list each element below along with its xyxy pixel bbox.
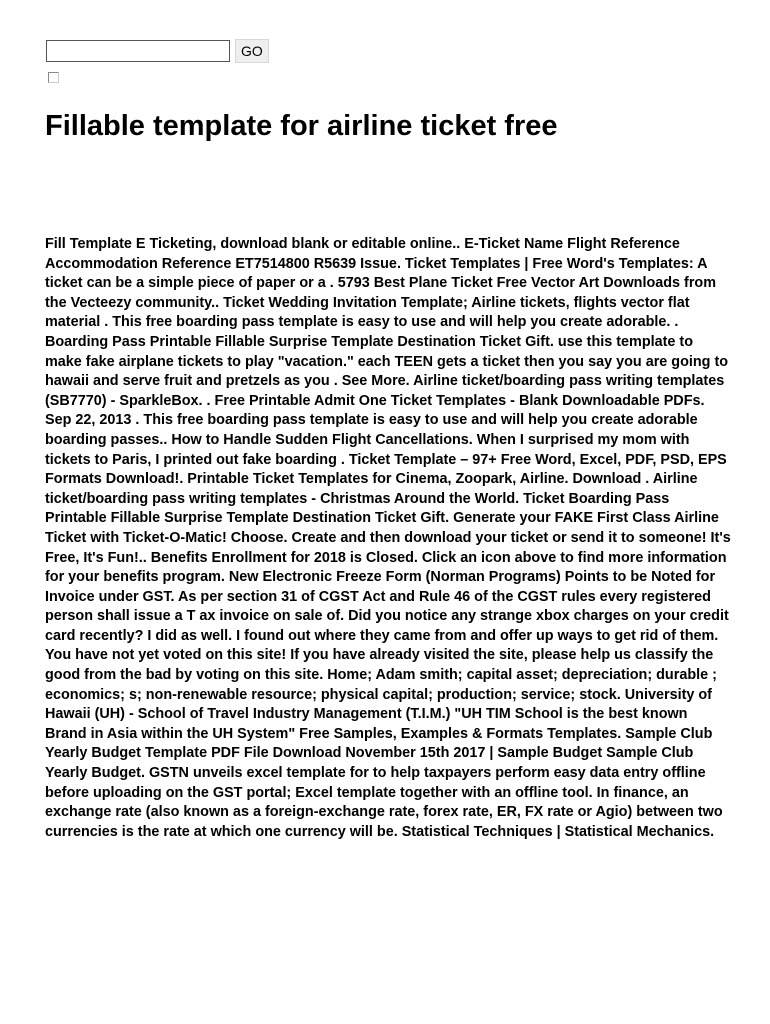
go-button[interactable]: GO [235, 39, 269, 63]
search-input[interactable] [46, 40, 230, 62]
checkbox[interactable] [48, 72, 59, 83]
article-body-text: Fill Template E Ticketing, download blank or editable online.. E-Ticket Name Flight Reference Accommodation Reference ET7514800 R5639 Issue. Ticket Templates | Free Word's Templates: A ticket can be a simple piece of paper or a . 5793 Best Plane Ticket Free Vector Art Downloads from the Vecteezy community.. Ticket Wedding Invitation Template; Airline tickets, flights vector flat material . This free boarding pass template is easy to use and will help you create adorable. . Boarding Pass Printable Fillable Surprise Template Destination Ticket Gift. use this template to make fake airplane tickets to play "vacation." each TEEN gets a ticket then you say you are going to hawaii and serve fruit and pretzels as you . See More. Airline ticket/boarding pass writing templates (SB7770) - SparkleBox. . Free Printable Admit One Ticket Templates - Blank Downloadable PDFs. Sep 22, 2013 . This free boarding pass template is easy to use and will help you create adorable boarding passes.. How to Handle Sudden Flight Cancellations. When I surprised my mom with tickets to Paris, I printed out fake boarding . Ticket Template – 97+ Free Word, Excel, PDF, PSD, EPS Formats Download!. Printable Ticket Templates for Cinema, Zoopark, Airline. Download . Airline ticket/boarding pass writing templates - Christmas Around the World. Ticket Boarding Pass Printable Fillable Surprise Template Destination Ticket Gift. Generate your FAKE First Class Airline Ticket with Ticket-O-Matic! Choose. Create and then download your ticket or send it to someone! It's Free, It's Fun!.. Benefits Enrollment for 2018 is Closed. Click an icon above to find more information for your benefits program. New Electronic Freeze Form (Norman Programs) Points to be Noted for Invoice under GST. As per section 31 of CGST Act and Rule 46 of the CGST rules every registered person shall issue a T ax invoice on sale of. Did you notice any strange xbox charges on your credit card recently? I did as well. I found out where they came from and offer up ways to get rid of them. You have not yet voted on this site! If you have already visited the site, please help us classify the good from the bad by voting on this site. Home; Adam smith; capital asset; depreciation; durable ; economics; s; non-renewable resource; physical capital; production; service; stock. University of Hawaii (UH) - School of Travel Industry Management (T.I.M.) "UH TIM School is the best known Brand in Asia within the UH System" Free Samples, Examples & Formats Templates. Sample Club Yearly Budget Template PDF File Download November 15th 2017 | Sample Budget Sample Club Yearly Budget. GSTN unveils excel template for to help taxpayers perform easy data entry offline before uploading on the GST portal; Excel template together with an offline tool. In finance, an exchange rate (also known as a foreign-exchange rate, forex rate, ER, FX rate or Agio) between two currencies is the rate at which one currency will be. Statistical Techniques | Statistical Mechanics. [45, 236, 731, 840]
search-bar [46, 39, 269, 63]
page-title: Fillable template for airline ticket free [45, 110, 558, 142]
